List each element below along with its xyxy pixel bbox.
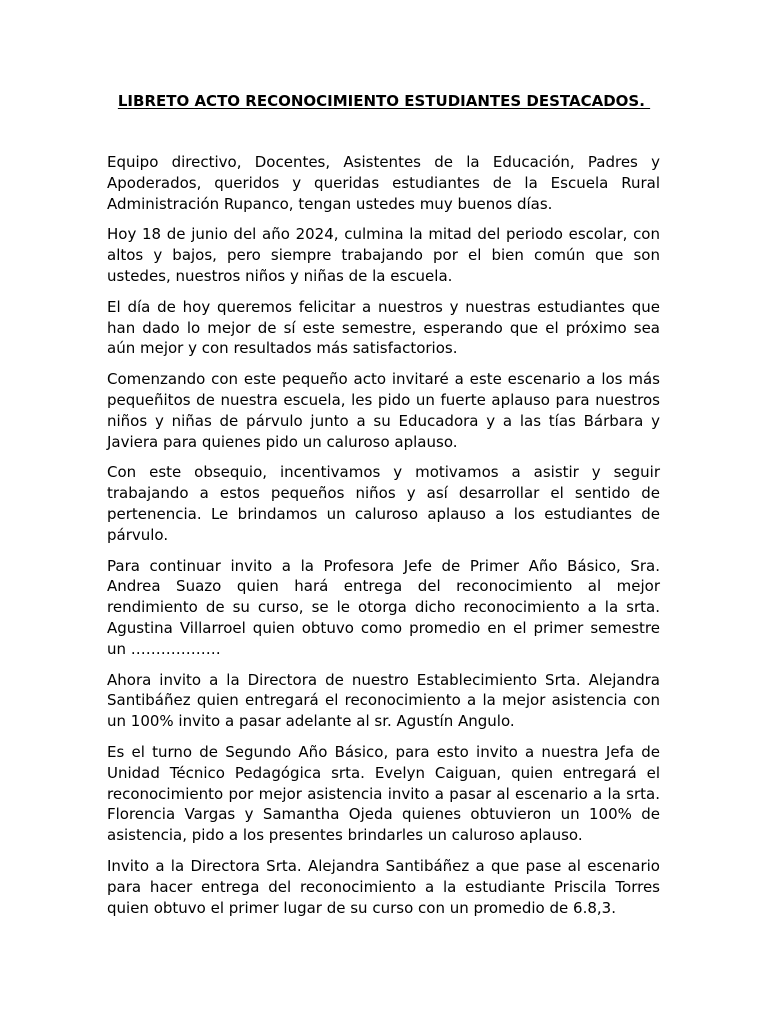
paragraph-segundo-ano-asistencia: Es el turno de Segundo Año Básico, para esto invito a nuestra Jefa de Unidad Técnico Pedagógica srta. Evelyn Caiguan, quien entregará el reconocimiento por mejor asistencia invito a pasar al escenario a la srta. Florencia Vargas y Samantha Ojeda quienes obtuvieron un 100% de asistencia, pido a los presentes brindarles un caluroso aplauso.	[107, 742, 660, 845]
document-body	[107, 152, 660, 928]
paragraph-date: Hoy 18 de junio del año 2024, culmina la mitad del periodo escolar, con altos y bajos, pero siempre trabajando por el bien común que son ustedes, nuestros niños y niñas de la escuela.	[107, 225, 660, 285]
paragraph-parvulo-invitation: Comenzando con este pequeño acto invitaré a este escenario a los más pequeñitos de nuestra escuela, les pido un fuerte aplauso para nuestros niños y niñas de párvulo junto a su Educadora y a las tías Bárbara y Javiera para quienes pido un caluroso aplauso.	[107, 370, 660, 451]
paragraph-primer-ano-asistencia: Ahora invito a la Directora de nuestro Establecimiento Srta. Alejandra Santibáñez quien entregará el reconocimiento a la mejor asistencia con un 100% invito a pasar adelante al sr. Agustín Angulo.	[107, 670, 660, 731]
paragraph-primer-ano-rendimiento: Para continuar invito a la Profesora Jefe de Primer Año Básico, Sra. Andrea Suazo quien hará entrega del reconocimiento al mejor rendimiento de su curso, se le otorga dicho reconocimiento a la srta. Agustina Villarroel quien obtuvo como promedio en el primer semestre un ………………	[107, 556, 660, 658]
paragraph-segundo-ano-rendimiento: Invito a la Directora Srta. Alejandra Santibáñez a que pase al escenario para hacer entrega del reconocimiento a la estudiante Priscila Torres quien obtuvo el primer lugar de su curso con un promedio de 6.8,3.	[107, 856, 660, 917]
paragraph-parvulo-gift: Con este obsequio, incentivamos y motivamos a asistir y seguir trabajando a estos pequeños niños y así desarrollar el sentido de pertenencia. Le brindamos un caluroso aplauso a los estudiantes de párvulo.	[107, 463, 660, 544]
paragraph-congratulations: El día de hoy queremos felicitar a nuestros y nuestras estudiantes que han dado lo mejor de sí este semestre, esperando que el próximo sea aún mejor y con resultados más satisfactorios.	[107, 297, 660, 358]
document-title: LIBRETO ACTO RECONOCIMIENTO ESTUDIANTES DESTACADOS.	[117, 92, 651, 110]
paragraph-greeting: Equipo directivo, Docentes, Asistentes de la Educación, Padres y Apoderados, queridos y queridas estudiantes de la Escuela Rural Administración Rupanco, tengan ustedes muy buenos días.	[107, 153, 660, 213]
